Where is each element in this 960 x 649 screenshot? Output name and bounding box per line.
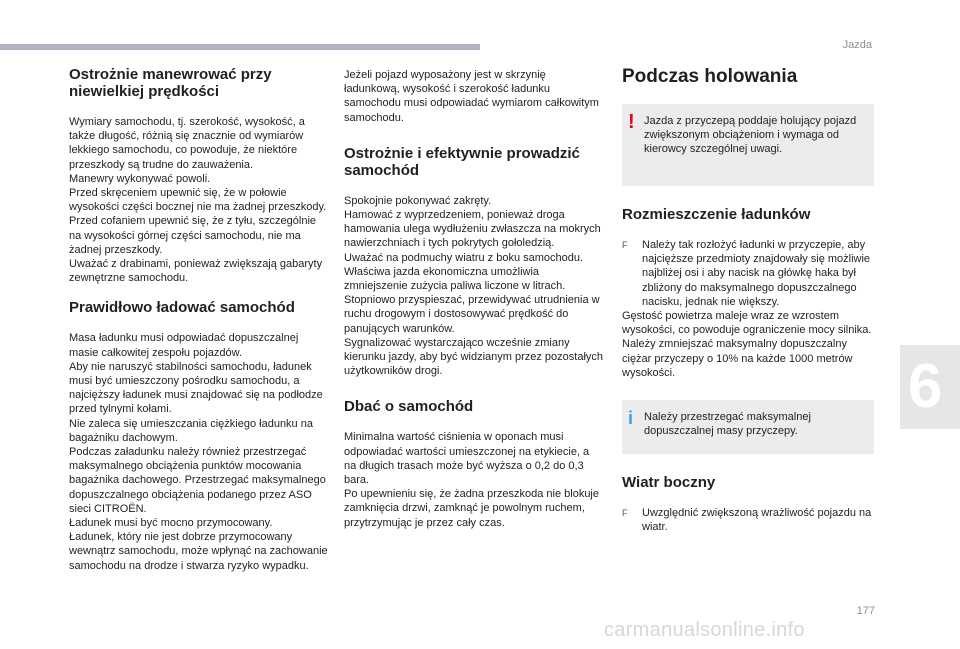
paragraph: Przed cofaniem upewnić się, że z tyłu, szczególnie na wysokości górnej części samochodu, nie ma żadnej przeszkody. — [69, 215, 317, 256]
heading-loading: Prawidłowo ładować samochód — [69, 299, 295, 317]
warning-icon: ! — [628, 111, 635, 133]
list-item-text: Uwzględnić zwiększoną wrażliwość pojazdu na wiatr. — [642, 507, 872, 534]
section-title: Jazda — [842, 39, 872, 51]
paragraph: Minimalna wartość ciśnienia w oponach musi odpowiadać wartości umieszczonej na etykiecie, a na długich trasach może być wyższa o 0,2 do 0,3 bara. — [344, 431, 590, 487]
warning-text: Jazda z przyczepą poddaje holujący pojazd zwiększonym obciążeniom i wymaga od kierowcy szczególnej uwagi. — [644, 115, 857, 156]
paragraph: Hamować z wyprzedzeniem, ponieważ droga hamowania ulega wydłużeniu zwłaszcza na mokrych nawierzchniach i tych pokrytych gołoledzią. — [344, 209, 601, 250]
heading-crosswind: Wiatr boczny — [622, 474, 716, 492]
paragraph: Uważać z drabinami, ponieważ zwiększają gabaryty zewnętrzne samochodu. — [69, 258, 323, 285]
list-item — [622, 238, 874, 309]
bullet-icon: F — [622, 240, 628, 250]
paragraph: Aby nie naruszyć stabilności samochodu, ładunek musi być umieszczony pośrodku samochodu, a najcięższy ładunek musi znajdować się na podłodze przed tylnymi kołami. — [69, 360, 323, 416]
info-box — [622, 400, 874, 454]
paragraph: Jeżeli pojazd wyposażony jest w skrzynię ładunkową, wysokość i szerokość ładunku samochodu musi odpowiadać wymiarom całkowitym samochodu. — [344, 69, 599, 124]
paragraph: Masa ładunku musi odpowiadać dopuszczalnej masie całkowitej zespołu pojazdów. — [69, 332, 299, 359]
paragraph: Stopniowo przyspieszać, przewidywać utrudnienia w ruchu drogowym i dostosowywać prędkość do panujących warunków. — [344, 294, 600, 335]
paragraph: Uważać na podmuchy wiatru z boku samochodu. — [344, 251, 584, 264]
watermark: carmanualsonline.info — [604, 619, 805, 641]
paragraph: Sygnalizować wystarczająco wcześnie zmiany kierunku jazdy, aby być widzianym przez pozostałych użytkowników drogi. — [344, 336, 604, 378]
paragraph: Ładunek musi być mocno przymocowany. — [69, 517, 273, 530]
column-3 — [622, 66, 874, 534]
paragraph: Gęstość powietrza maleje wraz ze wzrostem wysokości, co powoduje ograniczenie mocy silnika. Należy zmniejszać maksymalny dopuszczalny ciężar przyczepy o 10% na każde 1000 metrów wysokości. — [622, 310, 872, 379]
heading-towing: Podczas holowania — [622, 66, 798, 87]
info-text: Należy przestrzegać maksymalnej dopuszczalnej masy przyczepy. — [644, 411, 811, 438]
column-2 — [344, 68, 604, 530]
list-item-text: Należy tak rozłożyć ładunki w przyczepie, aby najcięższe przedmioty znajdowały się możliwie najbliżej osi i aby nacisk na główkę haka był zbliżony do maksymalnego dopuszczalnego nacisku, jednak nie większy. — [642, 239, 871, 308]
info-icon: i — [628, 408, 634, 429]
chapter-tab — [900, 345, 960, 429]
chapter-number: 6 — [908, 352, 943, 421]
warning-box — [622, 104, 874, 186]
page-number: 177 — [856, 605, 875, 617]
heading-driving: Ostrożnie i efektywnie prowadzić samochód — [344, 144, 580, 179]
paragraph: Po upewnieniu się, że żadna przeszkoda nie blokuje zamknięcia drzwi, zamknąć je powolnym ruchem, przytrzymując je przez cały czas. — [344, 488, 599, 529]
heading-load-distribution: Rozmieszczenie ładunków — [622, 206, 811, 223]
paragraph: Nie zaleca się umieszczania ciężkiego ładunku na bagażniku dachowym. — [69, 417, 313, 444]
header-rule — [0, 44, 480, 50]
column-1 — [69, 66, 329, 573]
list-item — [622, 506, 874, 534]
paragraph: Przed skręceniem upewnić się, że w połowie wysokości części bocznej nie ma żadnej przeszkody. — [69, 187, 327, 214]
paragraph: Właściwa jazda ekonomiczna umożliwia zmniejszenie zużycia paliwa liczone w litrach. — [344, 265, 566, 293]
heading-manoeuvre: Ostrożnie manewrować przy niewielkiej prędkości — [69, 66, 272, 100]
paragraph: Ładunek, który nie jest dobrze przymocowany wewnątrz samochodu, może wpłynąć na zachowanie samochodu na drodze i stwarza ryzyko wypadku. — [69, 531, 328, 572]
paragraph: Wymiary samochodu, tj. szerokość, wysokość, a także długość, różnią się znacznie od wymiarów lekkiego samochodu, co powoduje, że niektóre przeszkody są trudne do zauważenia. — [69, 116, 305, 171]
paragraph: Manewry wykonywać powoli. — [69, 172, 211, 185]
paragraph: Spokojnie pokonywać zakręty. — [344, 194, 492, 207]
heading-care: Dbać o samochód — [344, 398, 474, 416]
bullet-icon: F — [622, 508, 628, 519]
paragraph: Podczas załadunku należy również przestrzegać maksymalnego obciążenia punktów mocowania bagażnika dachowego. Przestrzegać maksymalnego dopuszczalnego obciążenia podanego przez ASO sieci CITROËN. — [69, 446, 326, 515]
